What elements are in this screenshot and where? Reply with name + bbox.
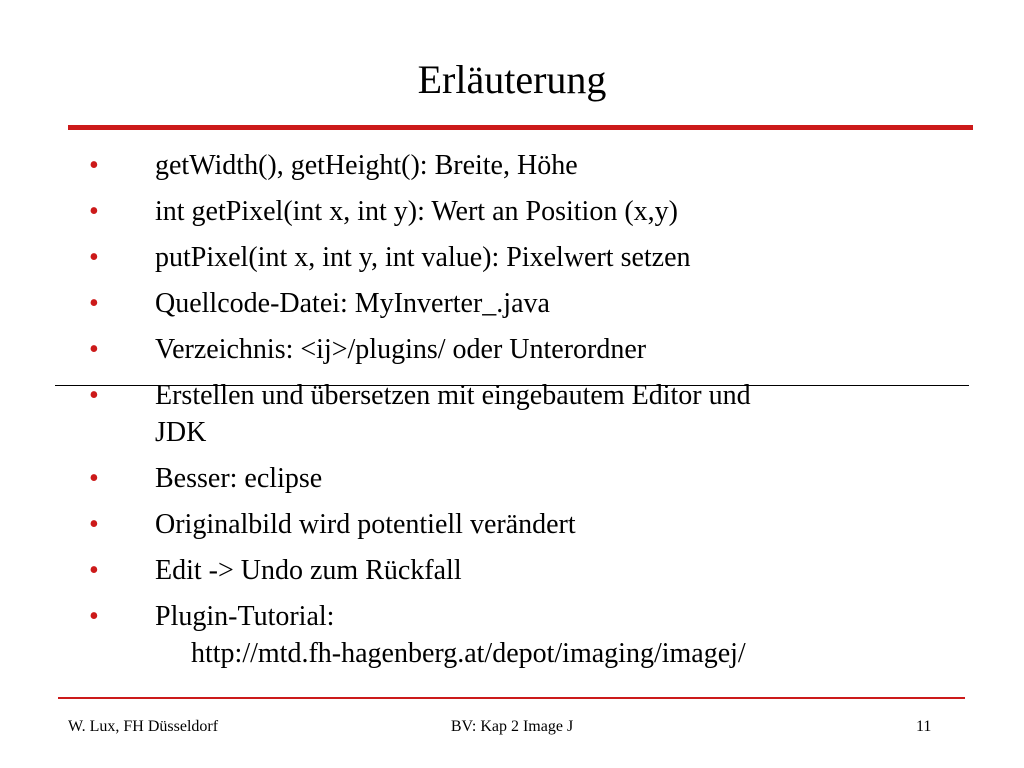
slide-title: Erläuterung [417,57,607,102]
bullet-text: getWidth(), getHeight(): Breite, Höhe [155,150,578,181]
list-item [0,377,1024,451]
title-underline-rule [68,125,973,130]
bullet-icon: • [89,601,99,632]
bullet-text: Quellcode-Datei: MyInverter_.java [155,288,550,319]
bullet-text: putPixel(int x, int y, int value): Pixelwert setzen [155,242,691,273]
list-item [0,285,1024,322]
bullet-icon: • [89,196,99,227]
footer-rule [58,697,965,699]
list-item [0,147,1024,184]
bullet-icon: • [89,242,99,273]
footer-author: W. Lux, FH Düsseldorf [68,718,219,735]
bullet-text-continuation: JDK [155,417,207,448]
footer-course: BV: Kap 2 Image J [450,718,574,735]
list-item [0,193,1024,230]
list-item [0,552,1024,589]
bullet-icon: • [89,463,99,494]
bullet-icon: • [89,555,99,586]
list-item [0,506,1024,543]
bullet-text: Edit -> Undo zum Rückfall [155,555,462,586]
bullet-text: Verzeichnis: <ij>/plugins/ oder Unterordner [155,334,647,365]
bullet-icon: • [89,288,99,319]
bullet-text: Originalbild wird potentiell verändert [155,509,576,540]
page-number: 11 [916,718,932,735]
bullet-text: Erstellen und übersetzen mit eingebautem Editor und [155,380,751,411]
bullet-icon: • [89,380,99,411]
bullet-list [0,147,1024,672]
bullet-text: Besser: eclipse [155,463,323,494]
bullet-icon: • [89,334,99,365]
list-item [0,331,1024,368]
bullet-icon: • [89,150,99,181]
list-item [0,598,1024,672]
list-item [0,460,1024,497]
list-item [0,239,1024,276]
bullet-icon: • [89,509,99,540]
bullet-text: int getPixel(int x, int y): Wert an Position (x,y) [155,196,678,227]
bullet-text: Plugin-Tutorial: [155,601,335,632]
tutorial-url: http://mtd.fh-hagenberg.at/depot/imaging/imagej/ [191,638,746,669]
